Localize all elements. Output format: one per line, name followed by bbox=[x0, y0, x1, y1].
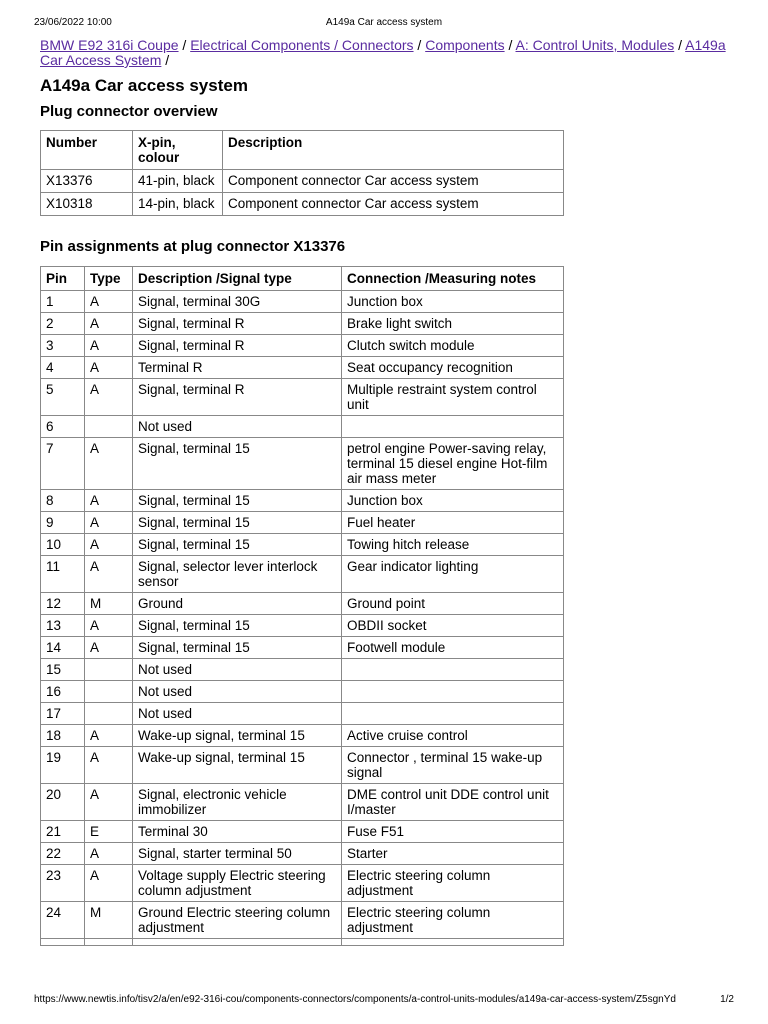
table-row bbox=[41, 512, 564, 534]
cell-connection: Seat occupancy recognition bbox=[342, 357, 564, 379]
cell-type: A bbox=[85, 291, 133, 313]
cell-signal: Signal, terminal 15 bbox=[133, 438, 342, 490]
cell-connection: Footwell module bbox=[342, 637, 564, 659]
table-row bbox=[41, 593, 564, 615]
cell-pin: 4 bbox=[41, 357, 85, 379]
cell-connection: Multiple restraint system control unit bbox=[342, 379, 564, 416]
cell-connection: Brake light switch bbox=[342, 313, 564, 335]
table-header-row bbox=[41, 131, 564, 170]
cell-connection: petrol engine Power-saving relay, terminal 15 diesel engine Hot-film air mass meter bbox=[342, 438, 564, 490]
print-date: 23/06/2022 10:00 bbox=[34, 17, 112, 28]
cell-pin: 16 bbox=[41, 681, 85, 703]
cell-signal: Not used bbox=[133, 703, 342, 725]
cell-connection: Electric steering column adjustment bbox=[342, 902, 564, 939]
table-row bbox=[41, 865, 564, 902]
cell-signal: Not used bbox=[133, 681, 342, 703]
cell-pin: 18 bbox=[41, 725, 85, 747]
cell-type: A bbox=[85, 534, 133, 556]
cell-connection: Fuse F51 bbox=[342, 821, 564, 843]
cell-type: A bbox=[85, 357, 133, 379]
table-row bbox=[41, 379, 564, 416]
cell-pin: 5 bbox=[41, 379, 85, 416]
cell-signal: Wake-up signal, terminal 15 bbox=[133, 725, 342, 747]
cell-connection: DME control unit DDE control unit I/master bbox=[342, 784, 564, 821]
cell-type: A bbox=[85, 335, 133, 357]
table-row bbox=[41, 490, 564, 512]
cell-connection bbox=[342, 681, 564, 703]
cell-pin: 2 bbox=[41, 313, 85, 335]
col-header-type: Type bbox=[85, 267, 133, 291]
cell-connection: Electric steering column adjustment bbox=[342, 865, 564, 902]
table-row bbox=[41, 659, 564, 681]
cell-description: Component connector Car access system bbox=[223, 193, 564, 216]
page-title: A149a Car access system bbox=[40, 76, 248, 95]
table-row bbox=[41, 939, 564, 946]
cell-pin: 6 bbox=[41, 416, 85, 438]
cell-type: A bbox=[85, 512, 133, 534]
cell-signal: Signal, terminal 15 bbox=[133, 534, 342, 556]
cell-connection: Fuel heater bbox=[342, 512, 564, 534]
cell-pin: 10 bbox=[41, 534, 85, 556]
print-title: A149a Car access system bbox=[325, 17, 443, 28]
cell-signal: Signal, terminal R bbox=[133, 379, 342, 416]
col-header-pin: Pin bbox=[41, 267, 85, 291]
cell-connection bbox=[342, 939, 564, 946]
breadcrumb-link-electrical[interactable]: Electrical Components / Connectors bbox=[190, 37, 414, 53]
cell-type bbox=[85, 703, 133, 725]
cell-connection: Connector , terminal 15 wake-up signal bbox=[342, 747, 564, 784]
print-header bbox=[34, 17, 734, 31]
cell-signal: Signal, terminal 15 bbox=[133, 615, 342, 637]
cell-connection: OBDII socket bbox=[342, 615, 564, 637]
pins-section-title: Pin assignments at plug connector X13376 bbox=[40, 238, 346, 255]
cell-connection: Active cruise control bbox=[342, 725, 564, 747]
cell-connection bbox=[342, 703, 564, 725]
pin-assignment-table bbox=[40, 266, 564, 946]
connector-overview-table bbox=[40, 130, 564, 216]
cell-type: A bbox=[85, 615, 133, 637]
table-row bbox=[41, 843, 564, 865]
cell-signal: Signal, electronic vehicle immobilizer bbox=[133, 784, 342, 821]
cell-type: A bbox=[85, 725, 133, 747]
cell-type bbox=[85, 416, 133, 438]
page-number: 1/2 bbox=[720, 994, 734, 1005]
table-row bbox=[41, 703, 564, 725]
cell-signal: Ground bbox=[133, 593, 342, 615]
cell-pin: 17 bbox=[41, 703, 85, 725]
cell-pin: 11 bbox=[41, 556, 85, 593]
table-row bbox=[41, 725, 564, 747]
col-header-description: Description bbox=[223, 131, 564, 170]
cell-type: M bbox=[85, 902, 133, 939]
table-row bbox=[41, 556, 564, 593]
cell-signal: Not used bbox=[133, 416, 342, 438]
cell-signal: Terminal R bbox=[133, 357, 342, 379]
cell-pin bbox=[41, 939, 85, 946]
cell-type: A bbox=[85, 747, 133, 784]
cell-pin: 24 bbox=[41, 902, 85, 939]
cell-number: X10318 bbox=[41, 193, 133, 216]
col-header-number: Number bbox=[41, 131, 133, 170]
cell-type: A bbox=[85, 843, 133, 865]
cell-type: A bbox=[85, 313, 133, 335]
cell-pin: 7 bbox=[41, 438, 85, 490]
cell-pin: 13 bbox=[41, 615, 85, 637]
cell-pin: 23 bbox=[41, 865, 85, 902]
table-row bbox=[41, 357, 564, 379]
table-row bbox=[41, 747, 564, 784]
cell-pin: 19 bbox=[41, 747, 85, 784]
cell-signal: Signal, terminal 15 bbox=[133, 490, 342, 512]
cell-signal: Signal, terminal 15 bbox=[133, 512, 342, 534]
cell-type: A bbox=[85, 865, 133, 902]
cell-connection: Junction box bbox=[342, 490, 564, 512]
table-row bbox=[41, 291, 564, 313]
cell-pin: 20 bbox=[41, 784, 85, 821]
cell-type bbox=[85, 681, 133, 703]
cell-type: A bbox=[85, 556, 133, 593]
breadcrumb-link-components[interactable]: Components bbox=[425, 37, 505, 53]
table-row bbox=[41, 313, 564, 335]
cell-type: M bbox=[85, 593, 133, 615]
cell-description: Component connector Car access system bbox=[223, 170, 564, 193]
cell-connection: Ground point bbox=[342, 593, 564, 615]
cell-type: A bbox=[85, 379, 133, 416]
table-row bbox=[41, 534, 564, 556]
table-row bbox=[41, 170, 564, 193]
cell-signal bbox=[133, 939, 342, 946]
cell-xpin: 14-pin, black bbox=[133, 193, 223, 216]
cell-signal: Signal, terminal R bbox=[133, 313, 342, 335]
cell-pin: 8 bbox=[41, 490, 85, 512]
cell-signal: Wake-up signal, terminal 15 bbox=[133, 747, 342, 784]
cell-xpin: 41-pin, black bbox=[133, 170, 223, 193]
cell-type: A bbox=[85, 490, 133, 512]
cell-connection: Towing hitch release bbox=[342, 534, 564, 556]
cell-type bbox=[85, 659, 133, 681]
page-url: https://www.newtis.info/tisv2/a/en/e92-316i-cou/components-connectors/components/a-control-units-modules/a149a-car-access-system/Z5sgnYd bbox=[34, 994, 676, 1005]
cell-connection: Clutch switch module bbox=[342, 335, 564, 357]
cell-type: A bbox=[85, 784, 133, 821]
table-row bbox=[41, 438, 564, 490]
cell-type: E bbox=[85, 821, 133, 843]
cell-pin: 21 bbox=[41, 821, 85, 843]
cell-connection: Gear indicator lighting bbox=[342, 556, 564, 593]
table-row bbox=[41, 637, 564, 659]
cell-signal: Signal, terminal 30G bbox=[133, 291, 342, 313]
cell-signal: Not used bbox=[133, 659, 342, 681]
table-row bbox=[41, 615, 564, 637]
col-header-connection: Connection /Measuring notes bbox=[342, 267, 564, 291]
breadcrumb-link-control-units[interactable]: A: Control Units, Modules bbox=[515, 37, 675, 53]
cell-connection bbox=[342, 659, 564, 681]
cell-signal: Ground Electric steering column adjustment bbox=[133, 902, 342, 939]
cell-pin: 14 bbox=[41, 637, 85, 659]
cell-pin: 3 bbox=[41, 335, 85, 357]
table-row bbox=[41, 821, 564, 843]
cell-pin: 1 bbox=[41, 291, 85, 313]
table-row bbox=[41, 335, 564, 357]
breadcrumb: BMW E92 316i Coupe / Electrical Components / Connectors / Components / A: Control Units, Modules / A149a Car Access System / bbox=[40, 37, 726, 68]
cell-signal: Terminal 30 bbox=[133, 821, 342, 843]
cell-number: X13376 bbox=[41, 170, 133, 193]
breadcrumb-link-car-access[interactable]: A149a Car Access System bbox=[40, 37, 726, 68]
col-header-signal: Description /Signal type bbox=[133, 267, 342, 291]
cell-signal: Voltage supply Electric steering column adjustment bbox=[133, 865, 342, 902]
table-row bbox=[41, 902, 564, 939]
cell-pin: 22 bbox=[41, 843, 85, 865]
cell-signal: Signal, terminal 15 bbox=[133, 637, 342, 659]
cell-pin: 12 bbox=[41, 593, 85, 615]
cell-type: A bbox=[85, 438, 133, 490]
cell-type: A bbox=[85, 637, 133, 659]
table-row bbox=[41, 193, 564, 216]
col-header-xpin: X-pin, colour bbox=[133, 131, 223, 170]
overview-section-title: Plug connector overview bbox=[40, 103, 218, 120]
table-row bbox=[41, 784, 564, 821]
table-row bbox=[41, 416, 564, 438]
table-header-row bbox=[41, 267, 564, 291]
cell-connection bbox=[342, 416, 564, 438]
cell-signal: Signal, selector lever interlock sensor bbox=[133, 556, 342, 593]
cell-signal: Signal, starter terminal 50 bbox=[133, 843, 342, 865]
cell-connection: Junction box bbox=[342, 291, 564, 313]
cell-type bbox=[85, 939, 133, 946]
table-row bbox=[41, 681, 564, 703]
cell-pin: 9 bbox=[41, 512, 85, 534]
cell-signal: Signal, terminal R bbox=[133, 335, 342, 357]
cell-connection: Starter bbox=[342, 843, 564, 865]
cell-pin: 15 bbox=[41, 659, 85, 681]
breadcrumb-link-model[interactable]: BMW E92 316i Coupe bbox=[40, 37, 179, 53]
